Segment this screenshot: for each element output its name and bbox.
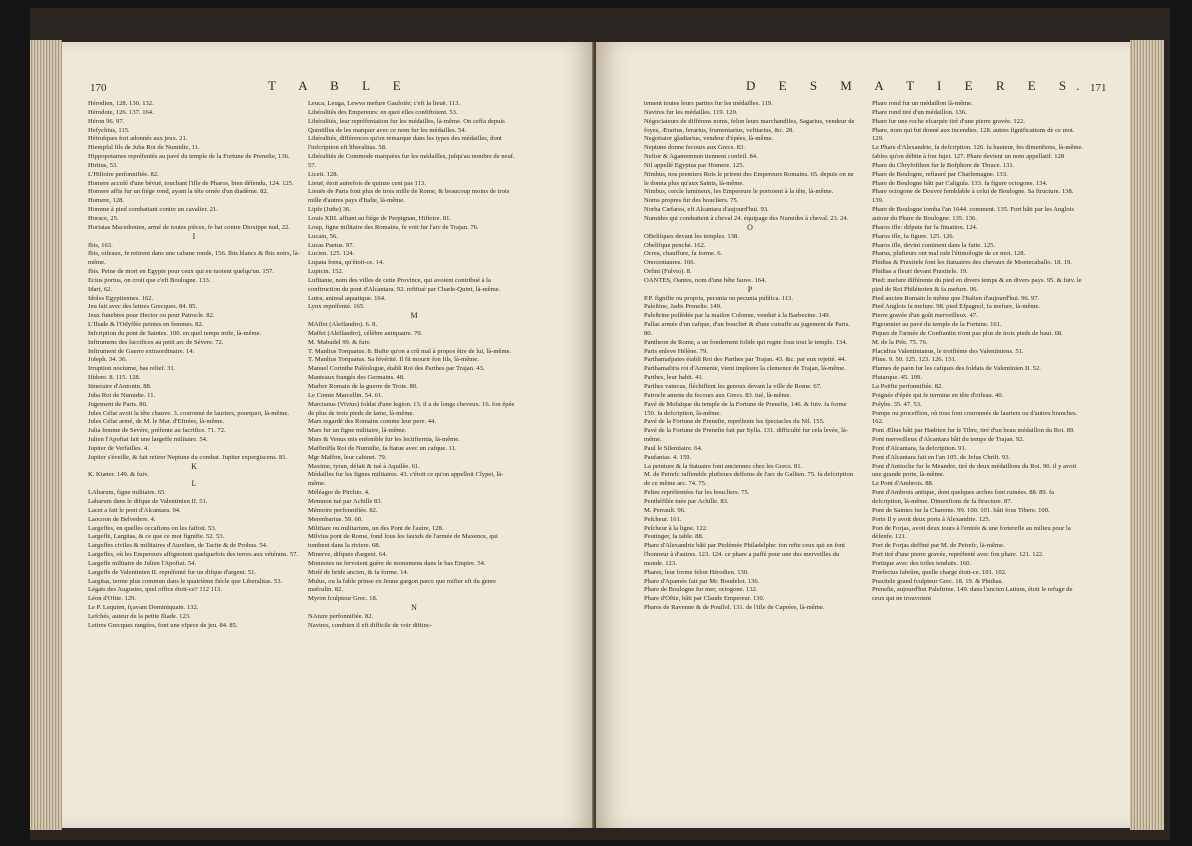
section-letter: K [191, 461, 197, 471]
index-entry: Peſcheur. 161. [644, 515, 682, 523]
index-entry: Mgr Maffon, leur cabinet. 79. [308, 453, 387, 461]
index-entry: Pharus, plufieurs ont mal rafe l'étimologie de ce mot. 128. [872, 250, 1026, 258]
index-entry: Largeffes civiles & militaires d'Aurelien, de Tacite & de Probus. 54. [88, 542, 268, 550]
index-entry: Phare du Chryfofthon fur le Bofphore de Thrace. 131. [872, 161, 1015, 169]
index-entry: Parthamafiris roi d'Armenie, vient implorer la clemence de Trajan, là-même. [644, 365, 846, 373]
index-entry: Parthes vaincus, fléchiffent les genoux devant la ville de Rome. 67. [644, 383, 822, 390]
index-entry: Hérodien, 128. 130. 132. [88, 100, 154, 107]
index-entry: Phare de Boulogne, reftauré par Charlemagne. 133. [872, 170, 1008, 178]
index-entry: Lucas Paetus. 97. [308, 241, 355, 249]
index-entry: T. Manlius Torquatus. 8. Bufte qu'on a crû mal à propos être de lui, là-même. [308, 347, 512, 355]
index-entry: Ocrea, chauffure, fa forme. 6. [644, 250, 723, 258]
index-entry: Homere affis fur un fiége rond, ayant la tête ornée d'un diadème. 82. [88, 188, 269, 196]
index-entry: Navires fur les médailles. 119. 120. [644, 108, 738, 116]
index-entry: Monnoies ne fervoient guère de monumens dans le bas Empire. 54. [308, 559, 486, 567]
index-entry: Libéralités des Empereurs: en quoi elles confiftoient. 53. [308, 108, 458, 116]
index-entry: La Poëfie perfonnifiée. 82. [872, 383, 943, 390]
index-entry: Polybe. 35. 47. 53. [872, 400, 922, 408]
index-entry: Port tiré d'une pierre gravée, repréfenté avec fon phare. 121. 122. [872, 551, 1044, 559]
index-entry: Labarum dans le difque de Valentinien II. 51. [88, 497, 208, 505]
index-entry: Navires, combien il eft difficile de voir diftinc- [308, 621, 433, 629]
section-letter: I [192, 231, 196, 241]
index-entry: Libéralités, différences qu'on remarque dans les types des médailles, dont l'infcription eft liberalitas. 58. [308, 135, 502, 152]
index-entry: Largeffe, Largitas, & ce que ce mot fignifie. 52. 53. [88, 533, 225, 541]
index-entry: Lucain, 56. [308, 232, 338, 240]
index-entry: Phare de Boulogne tomba l'an 1644. comment. 135. Fort bâti par les Anglois autour du Phare de Boulogne. 135. 136. [872, 206, 1075, 222]
right-column-1 [644, 100, 856, 613]
index-entry: Maffei (Alefſandro), célèbre antiquaire. 70. [308, 329, 423, 337]
index-entry: Ibis, oifeaux, fe retirent dans une cabane ronde, 156. Ibis blancs & Ibis noirs, là-même. [88, 250, 300, 267]
index-entry: Negotiator gladiarius, vendeur d'épées, là-même. [644, 135, 774, 143]
index-entry: Phare octogone de Douvre femblable à celui de Boulogne. Sa ftructure. 138. 139. [872, 188, 1074, 205]
index-entry: NAture perfonnifiée. 82. [308, 612, 374, 620]
index-entry: Pont d'Ambrois antique, dont quelques arches font ruinées. 88. 89. fa defcription, là-même. Dimenfions de fa ftructure. 87. [872, 489, 1055, 505]
index-entry: Horiatas Macedonien, armé de toutes pièces, fe bat contre Dioxippe nud, 22. [88, 223, 290, 231]
index-entry: Myron fculpteur Grec. 18. [308, 595, 378, 603]
index-entry: Phare d'Apamée fait par Mr. Boudelot. 136. [644, 577, 760, 585]
index-entry: Le P. Lequien, fçavant Dominiquain. 132. [88, 604, 199, 612]
index-entry: Mars regardé des Romains comme leur pere. 44. [308, 418, 436, 426]
index-entry: Largeffe militaire de Julien l'Apoftat. 54. [88, 559, 197, 567]
index-entry: Memnon tué par Achille 83. [308, 497, 383, 505]
page-edges-right [1130, 40, 1164, 830]
index-entry: Mémoire perfonnifiée. 82. [308, 506, 378, 514]
index-entry: Louis XIII. affiant au fiége de Perpignan, Hiftoire. 81. [308, 214, 452, 222]
left-running-header: T A B L E [268, 78, 411, 93]
index-entry: Méléagre de Pirchio. 4. [308, 489, 370, 497]
section-letter: N [411, 603, 417, 613]
index-entry: Obelifque penché. 162. [644, 241, 706, 249]
index-entry: tement toutes leurs parties fur les médailles. 119. [644, 100, 773, 107]
index-entry: Le Phare d'Alexandrie, fa defcription. 126. fa hauteur, fes dimenfions, là-même. fables qu'on débite à fon fujet. 127. Phare devient un nom appellatif. 128 [872, 144, 1084, 161]
index-entry: Jules Céfar avoit la tête chauve. 3. couronné de lauriers, pourquoi, là-même. [88, 409, 290, 417]
index-entry: Libéralités de Commode marquées fur les médailles, jufqu'au nombre de neuf. 57. [308, 153, 515, 169]
index-entry: M. Perrault. 96. [644, 506, 686, 514]
index-entry: Hefychius, 115. [88, 126, 130, 134]
index-entry: Onocentaures. 166. [644, 259, 696, 267]
index-entry: Pantheon de Rome, a un fondement folide qui regne fous tout le temple. 134. [644, 338, 848, 346]
index-entry: Pharos ifle, devint continent dans la fuite. 125. [872, 241, 996, 249]
index-entry: Præfectus fabrûm, quelle charge étoit-ce. 101. 102. [872, 568, 1007, 576]
index-entry: Pierre gravée d'un goût merveilleux. 47. [872, 312, 978, 320]
index-entry: Mars & Venus mis enfemble fur les lectifternia, là-même. [308, 436, 460, 444]
index-entry: L'Hiſtoire perſonnifiée. 82. [88, 170, 159, 178]
index-entry: Pied Anglois fa mefure. 98. pied Efpagnol, fa mefure, là-même. [872, 303, 1041, 311]
index-entry: Pharos ifle, fa figure. 125. 126. [872, 232, 955, 240]
index-entry: Médailles fur les fignes militaires. 43. c'étoit ce qu'on appelloit Clypei, là-même. [308, 471, 504, 488]
index-entry: M. de Peirefc raffemble plufieurs deffeins de l'arc de Gallien. 75. fa defcription de ce même arc. 74. 75. [644, 471, 854, 488]
index-entry: Idoles Egyptiennes. 162. [88, 294, 154, 302]
index-entry: Minerve, difques d'argent. 64. [308, 551, 388, 559]
index-entry: Phare rond tiré d'un médaillon. 136. [872, 108, 967, 116]
index-entry: Mulus, ou la fable prinse en Jeune gargon parce que mifier eft du genre mafculin. 82. [308, 577, 497, 594]
left-page [62, 42, 594, 828]
index-entry: Pont d'Alcantara fait en l'an 105. de Jefus Chrift. 93. [872, 453, 1011, 461]
index-entry: Preneſte, aujourd'hui Paleſtrine. 149. dans l'ancien Latium, étoit le refuge de ceux qui ne trouvoient [872, 586, 1073, 603]
index-entry: Marbre Romain de la guerre de Troie. 80. [308, 383, 418, 390]
index-entry: Peutinger, fa table. 88. [644, 533, 704, 541]
index-entry: Phares de Ravenne & de Pouſſol. 131. de l'ifle de Caprées, là-même. [644, 604, 825, 612]
index-entry: Pallas armée d'un cafque, d'un bouclier & d'une cuiraffe au jugement de Paris. 80. [644, 321, 850, 337]
right-page-number: 171 [1090, 82, 1107, 94]
index-entry: Loup, figne militaire des Romains, fe voit fur l'arc de Trajan. 76. [308, 223, 479, 231]
index-entry: Lupata frena, qu'étoit-ce. 14. [308, 259, 384, 267]
index-entry: Norba Cæfarea, eft Alcantara d'aujourd'hui. 93. [644, 206, 769, 214]
index-entry: Libéralités, leur repréfentation fur les médailles, là-même. On ceffa depuis Quintillus de les marquer avec ce nom fur les médailles. 54. [308, 117, 505, 134]
index-entry: Manteaux frangés des Germains. 48. [308, 374, 405, 382]
index-entry: Milvius pont de Rome, fond fous les fauxds de l'armée de Maxence, qui tombent dans la riviere. 68. [308, 533, 498, 550]
index-entry: Horace, 25. [88, 214, 119, 222]
index-entry: Le Pont d'Ambrois. 88. [872, 480, 934, 488]
index-entry: Parthes, leur habit. 41. [644, 374, 704, 382]
index-entry: Hérodote, 126. 137. 164. [88, 108, 154, 116]
index-entry: Jugement de Paris. 80. [88, 400, 148, 408]
index-entry: Ecius portus, on croit que c'eft Boulogne. 133. [88, 276, 211, 284]
index-entry: Phare de Boulogne bâti par Caligula. 133. fa figure octogone. 134. [872, 179, 1048, 187]
section-letter: O [747, 222, 753, 232]
index-entry: Pompe ou proceffion, où tous font couronnés de lauriers ou d'autres branches. 162. [872, 409, 1078, 426]
index-entry: Pont de Saintes fur la Charente. 99. 100. 101. bâti fous Tibere. 100. [872, 506, 1050, 514]
index-entry: Paris enleve Hélène. 79. [644, 347, 708, 355]
index-entry: Phare fur une roche efcarpée tiré d'une pierre gravée. 122. [872, 117, 1025, 125]
index-entry: Pont d'Antioche fur le Meandre, tiré de deux médaillons du Roi. 90. il y avoit une grande porte, là-même. [872, 462, 1077, 479]
index-entry: Ibis. Peine de mort en Egypte pour ceux qui en tuoient quelqu'un. 157. [88, 268, 274, 276]
index-entry: Nil appellé Egyptus par Homere. 125. [644, 161, 745, 169]
index-entry: Héron 96. 97. [88, 117, 125, 125]
index-entry: Jules Céfar armé, de M. le Mar. d'Eftrées, là-même. [88, 418, 225, 426]
section-letter: L [191, 479, 197, 489]
section-letter: P [747, 284, 753, 294]
index-entry: Ibis, 163. [88, 241, 113, 249]
index-entry: Mars fur un figne militaire, là-même. [308, 427, 407, 435]
index-entry: Phares, leur forme felon Hérodien. 130. [644, 568, 749, 576]
index-entry: Ifidore. 8. 115. 128. [88, 374, 141, 382]
index-entry: Pied ancien Romain le même que l'Italien d'aujourd'hui. 96. 97. [872, 294, 1040, 302]
index-entry: Lieuë, étoit autrefois de quinze cent pas 113. [308, 179, 426, 187]
index-entry: Inftrument de Guerre extraordinaire. 14. [88, 347, 195, 355]
index-entry: L'Iliade & l'Odyffée peintes en femmes. 82. [88, 321, 204, 329]
index-entry: P.P. fignifie ou propria, pecunia ou pecunia publica. 113. [644, 294, 793, 302]
index-entry: Pont merveilleux d'Alcantara bâti du temps de Trajan. 92. [872, 436, 1025, 444]
index-entry: Merenbarius. 59. 60. [308, 515, 363, 523]
index-entry: Manuel Corinthe Paléologue, établi Roi des Parthes par Trajan. 43. [308, 365, 485, 373]
index-entry: Lynx repréfenté. 165. [308, 303, 365, 311]
index-entry: Placidius Valentinianus, le troifiéme des Valentiniens. 51. [872, 347, 1024, 355]
index-entry: Lefchés, auteur de la petite Iliade. 123. [88, 612, 191, 620]
index-entry: Hippopotames repréfentés au pavé du temple de la Fortune de Preneſte, 136. [88, 153, 290, 161]
section-letter: M [410, 311, 418, 321]
index-entry: Lacet a fait le pont d'Alcantara. 94. [88, 506, 181, 514]
index-entry: Noms propres fur des boucliers. 75. [644, 197, 739, 205]
index-entry: Mufé de bride ancien, & fa forme. 14. [308, 568, 409, 576]
index-entry: K. Ktæter. 149. & fuiv. [88, 471, 149, 479]
index-entry: M. Mabudel 99. & fuiv. [308, 338, 371, 346]
index-entry: Hétrufques fort adonnés aux jeux. 21. [88, 135, 188, 143]
index-entry: Lutra, animal aquatique. 164. [308, 294, 386, 302]
page-edges-left [30, 40, 62, 830]
index-entry: Lucien. 125. 124. [308, 250, 355, 258]
index-entry: Itineraire d'Antonin. 88. [88, 383, 152, 390]
index-entry: Leuca, Leuga, Lewva mefure Gauloife; c'eft la lieuë. 113. [308, 100, 461, 107]
index-entry: Phare d'Alexandrie bâti par Ptolémée Philadelphe: ton refte ceux qui en font l'honneur à d'autres. 123. 124. ce phare a paffé pour une des merveilles du monde. 123. [644, 542, 845, 567]
index-entry: T. Manlius Torquatus. Sa févérité. Il fit mourir fon fils, là-même. [308, 356, 479, 364]
index-entry: La peinture & la ftatuaire font anciennes chez les Grecs. 81. [644, 462, 803, 470]
index-entry: Liceti. 128. [308, 170, 339, 178]
index-entry: Paleſtine, Jadis Preneſte. 149. [644, 303, 722, 311]
index-entry: M. de la Pife. 75. 76. [872, 338, 928, 346]
index-entry: Nimbus, nos premiers Rois le prirent des Empereurs Romains. 65. depuis on ne le donna plus qu'aux Saints, là-même. [644, 170, 854, 187]
index-entry: Largitas, terme plus commun dans le quatrième fiécle que Liberalitas. 53. [88, 577, 283, 585]
index-entry: Pharos ifle: difpute fur fa fituation. 124. [872, 223, 978, 231]
index-entry: Julia femme de Sevére, préfente au facrifice. 71. 72. [88, 427, 226, 435]
index-entry: Idari, 62. [88, 285, 112, 293]
index-entry: Jeux funebres pour Hector ou pour Patrocle. 82. [88, 312, 215, 320]
index-entry: Pigeonnier au pavé du temple de la Fortune. 161. [872, 321, 1002, 329]
index-entry: Phidias a fleuri devant Praxitele. 19. [872, 268, 968, 276]
index-entry: Pline. 9. 50. 125. 123. 126. 151. [872, 356, 957, 364]
index-entry: Inftrumens des facrifices au petit arc de Sévere. 72. [88, 338, 224, 346]
index-entry: Infcription du pont de Saintes. 100. en quel temps mife, là-même. [88, 329, 262, 337]
index-entry: Hirtius, 53. [88, 161, 118, 169]
index-entry: Juba Roi de Numidie. 11. [88, 391, 156, 399]
index-entry: Homme à pied combattant contre un cavalier. 21. [88, 206, 218, 214]
index-entry: Parthamafpates établi Roi des Parthes par Trajan. 43. &c. par eux rejetté. 44. [644, 356, 846, 364]
index-entry: Largeffe de Valentinien II. repréfenté fur un difque d'argent. 51. [88, 568, 257, 576]
index-entry: Paufanias. 4. 159. [644, 453, 692, 461]
index-entry: Largeffes, en quelles occafions on les faifoit. 53. [88, 524, 217, 532]
index-entry: Numides qui combattent à cheval 24. équipage des Numides à cheval. 23. 24. [644, 214, 849, 222]
index-entry: Neptune donne fecours aux Grecs. 83. [644, 144, 745, 152]
index-entry: Port de Forjas, avoit deux tours à l'entrée & une forterefle au milieu pour la défenfe. 121. [872, 524, 1071, 541]
index-entry: Neftor & Agamemnon tiennent confeil. 84. [644, 153, 758, 161]
index-entry: Port de Forjas deffiné par M. de Peirefc, là-même. [872, 542, 1005, 550]
index-entry: Jeu fait avec des lettres Grecques. 84. 85. [88, 303, 198, 311]
index-entry: Marcianus (Vivius) foldat d'une legion. 13. il a de longs cheveux. 16. fon épée de plus de trois pieds de lame, là-même. [308, 400, 515, 417]
index-entry: Poignée d'épée qui fe termine en tête d'oifeau. 40. [872, 391, 1004, 399]
index-entry: Lieuës de Paris font plus de trois mille de Rome, & beaucoup moins de trois mille d'autres pays d'Italie, là-même. [308, 188, 510, 205]
index-entry: Patrocle amene du fecours aux Grecs. 83. tué, là-même. [644, 391, 792, 399]
left-column-1 [88, 100, 300, 631]
index-entry: Phare, nom qui fut donné aux incendies. 128. autres fignifications de ce mot. 129. [872, 126, 1075, 143]
index-entry: Lipfe (Jufte) 36. [308, 206, 352, 214]
right-page [596, 42, 1130, 828]
index-entry: Jofeph. 34. 36. [88, 356, 128, 364]
index-entry: Phare de Boulogne fur mer, octogone. 132. [644, 586, 758, 594]
index-entry: Penthéfilée tuée par Achille. 83. [644, 497, 729, 505]
index-entry: Négociateurs de différens noms, felon leurs marchandifes, Sagarius, vendeur de foyes, Ærarius, ferarius, frumentarius, veftiarius, &c. 28. [644, 117, 855, 134]
index-entry: Praxitele grand fculpteur Grec. 18. 19. & Phidias. [872, 577, 1003, 585]
index-entry: Légats des Augustes, quel office étoit-ce? 112 113. [88, 586, 222, 594]
index-entry: Pavé de la Fortune de Preneſte, repréfente les fpectacles du Nil. 155. [644, 418, 825, 426]
index-entry: Portique avec des toiles tenduës. 160. [872, 559, 972, 567]
index-entry: Nimbus, cercle lumineux, les Empereurs le portoient à la tête, là-même. [644, 188, 834, 196]
index-entry: OBeliſques devant les temples. 138. [644, 232, 739, 240]
index-entry: Phare d'Oftie, bâti par Claude Empereur. 130. [644, 595, 765, 603]
index-entry: Phidias & Praxitele font les ftatuaires des chevaux de Montecaballo. 18. 19. [872, 259, 1072, 267]
index-entry: Pont Ælius bâti par Hadrien fur le Tibre, tiré d'un beau médaillon du Roi. 89. [872, 427, 1075, 435]
index-entry: Léon d'Oftie. 129. [88, 595, 137, 603]
index-entry: Le Comte Marcellin. 54. 61. [308, 391, 383, 399]
index-entry: Pavé de la Fortune de Preneſte fait par Sylla. 131. difficulté fur cela levée, là-même. [644, 427, 849, 444]
index-entry: Maxime, tyran, défait & tué à Aquilée. 61. [308, 462, 420, 470]
index-entry: Lettres Grecques rangées, font une efpece de jeu. 84. 85. [88, 621, 238, 629]
index-entry: Jupiter s'éveille, & fait retirer Neptune du combat. Jupiter expergiscens. 81. [88, 453, 288, 461]
index-entry: Peltes repréfentées fur les boucliers. 75. [644, 489, 750, 497]
index-entry: Irruption nocturne, bas relief. 31. [88, 365, 176, 373]
index-entry: Plutarque. 45. 109. [872, 374, 922, 382]
index-entry: LAbarum, figne militaire. 65. [88, 489, 167, 497]
index-entry: Homere, 128. [88, 197, 125, 205]
right-column-2 [872, 100, 1084, 604]
index-entry: Phare rond fur un médaillon là-même. [872, 100, 973, 107]
index-entry: MAffei (Alefſandro). 6. 8. [308, 321, 378, 329]
index-entry: Paleſtrine poſſédée par la maiſon Colonne, venduë à la Barbezine. 149. [644, 312, 831, 320]
index-entry: Julien l'Apoftat fait une largeffe militaire. 54. [88, 436, 208, 444]
index-entry: Lupicin. 152. [308, 268, 344, 276]
index-entry: Lufitanie, nom des villes de cette Province, qui avoient contribué à la conftruction du pont d'Alcantara. 92. reftitué par Charle-Quint, là-même. [308, 276, 501, 293]
index-entry: Orfini (Fulvio). 8. [644, 268, 692, 276]
index-entry: Pied: mefure différente du pied en divers temps & en divers pays. 95. & fuiv. le pied de Roi Philéterien & fa mefure. 96. [872, 276, 1082, 293]
left-page-number: 170 [90, 82, 107, 94]
right-running-header: D E S M A T I E R E S. [746, 78, 1090, 93]
left-column-2 [308, 100, 520, 631]
index-entry: Homere accufé d'une bévuë, touchant l'ifle de Pharos, bien défendu, 124. 125. [88, 179, 294, 187]
index-entry: Laocoon de Belvedere. 4. [88, 515, 156, 523]
index-entry: OANTES, Oantes, nom d'une bête fauve. 164. [644, 276, 767, 284]
index-entry: Peſcheur à la ligne. 122. [644, 524, 708, 532]
index-entry: Plumes de paon fur les cafques des foldats de Valentinien II. 52. [872, 365, 1041, 373]
index-entry: Piques de l'armée de Conftantin n'ont pas plus de trois pieds de haut. 68. [872, 329, 1063, 337]
index-entry: Maffiniffa Roi de Numidie, fa ftatue avec un cafque. 11. [308, 444, 457, 452]
index-entry: Largeffes, où les Empereurs affignoient quelquefois des terres aux vétérans. 57. [88, 551, 299, 559]
index-entry: Ports Il y avoit deux ports à Alexandrie. 125. [872, 515, 991, 523]
index-entry: Militiare ou militarium, un des Pont de l'autre, 128. [308, 524, 444, 532]
index-entry: Pavé de Mofaïque du temple de la Fortune de Preneſte, 146. & fuiv. fa forme 150. fa defcription, là-même. [644, 400, 847, 417]
index-entry: Hiempfal fils de Juba Roi de Numidie, 11. [88, 144, 200, 152]
index-entry: Paul le Silentiaire. 64. [644, 444, 703, 452]
index-entry: Pont d'Alcantara, fa defcription. 91. [872, 444, 967, 452]
index-entry: Jupiter de Verfailles. 4. [88, 444, 149, 452]
